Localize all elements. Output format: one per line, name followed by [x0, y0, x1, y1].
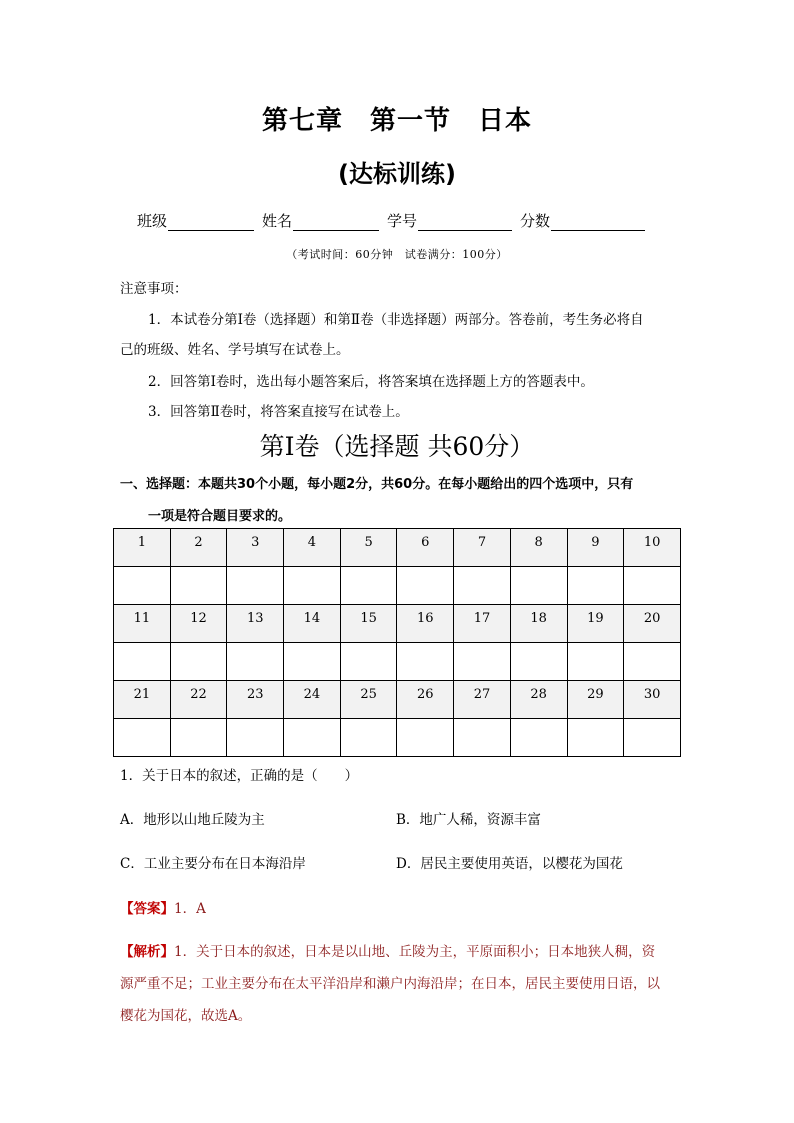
question-number-cell: 5 [340, 529, 397, 567]
question-number-cell: 21 [114, 681, 171, 719]
answer-cell[interactable] [510, 567, 567, 605]
question-number-cell: 28 [510, 681, 567, 719]
question-number-cell: 10 [624, 529, 681, 567]
question-number-cell: 4 [284, 529, 341, 567]
answer-cell[interactable] [454, 643, 511, 681]
class-field [137, 210, 254, 231]
answer-table-number-row [114, 529, 681, 567]
part-1-title: 第Ⅰ卷（选择题 共60分） [259, 432, 535, 461]
question-number-cell: 16 [397, 605, 454, 643]
note-item-3: 3．回答第Ⅱ卷时，将答案直接写在试卷上。 [148, 404, 409, 420]
answer-cell[interactable] [340, 719, 397, 757]
question-number-cell: 1 [114, 529, 171, 567]
answer-cell[interactable] [170, 567, 227, 605]
answer-text: 1．A [174, 901, 206, 917]
page-subtitle: (达标训练) [338, 160, 456, 188]
answer-table-number-row [114, 605, 681, 643]
section-intro-line-1: 一、选择题：本题共30个小题，每小题2分，共60分。在每小题给出的四个选项中，只有 [120, 477, 634, 492]
answer-table [113, 528, 681, 757]
section-intro-line-2: 一项是符合题目要求的。 [148, 509, 292, 524]
answer-cell[interactable] [227, 567, 284, 605]
answer-cell[interactable] [114, 643, 171, 681]
answer-table-answer-row [114, 719, 681, 757]
answer-cell[interactable] [397, 719, 454, 757]
name-label: 姓名 [262, 212, 293, 230]
question-number-cell: 11 [114, 605, 171, 643]
note-item-1-line-2: 己的班级、姓名、学号填写在试卷上。 [120, 342, 350, 358]
answer-cell[interactable] [340, 567, 397, 605]
name-blank[interactable] [293, 214, 379, 231]
question-number-cell: 8 [510, 529, 567, 567]
answer-cell[interactable] [284, 719, 341, 757]
answer-cell[interactable] [114, 719, 171, 757]
answer-cell[interactable] [397, 567, 454, 605]
answer-cell[interactable] [567, 719, 624, 757]
question-number-cell: 3 [227, 529, 284, 567]
answer-label: 【答案】 [120, 901, 174, 917]
exam-time-note: （考试时间：60分钟 试卷满分：100分） [286, 248, 508, 261]
answer-table-answer-row [114, 643, 681, 681]
answer-cell[interactable] [397, 643, 454, 681]
answer-cell[interactable] [624, 719, 681, 757]
answer-cell[interactable] [624, 643, 681, 681]
note-item-1-line-1: 1．本试卷分第Ⅰ卷（选择题）和第Ⅱ卷（非选择题）两部分。答卷前，考生务必将自 [148, 312, 644, 328]
question-number-cell: 25 [340, 681, 397, 719]
question-number-cell: 17 [454, 605, 511, 643]
page-title: 第七章 第一节 日本 [261, 106, 532, 136]
answer-cell[interactable] [114, 567, 171, 605]
answer-cell[interactable] [340, 643, 397, 681]
notes-heading: 注意事项： [120, 281, 188, 297]
question-number-cell: 27 [454, 681, 511, 719]
score-field [520, 210, 645, 231]
question-number-cell: 18 [510, 605, 567, 643]
question-1-option-b[interactable]: B．地广人稀，资源丰富 [396, 812, 541, 828]
answer-table-number-row [114, 681, 681, 719]
question-1-analysis-line-3: 樱花为国花，故选A。 [120, 1008, 252, 1024]
question-number-cell: 22 [170, 681, 227, 719]
answer-cell[interactable] [454, 567, 511, 605]
answer-cell[interactable] [284, 643, 341, 681]
answer-cell[interactable] [624, 567, 681, 605]
question-1-analysis-line-2: 源严重不足；工业主要分布在太平洋沿岸和濑户内海沿岸；在日本，居民主要使用日语，以 [120, 976, 660, 992]
answer-cell[interactable] [510, 643, 567, 681]
answer-cell[interactable] [510, 719, 567, 757]
question-number-cell: 19 [567, 605, 624, 643]
answer-cell[interactable] [227, 719, 284, 757]
note-item-2: 2．回答第Ⅰ卷时，选出每小题答案后，将答案填在选择题上方的答题表中。 [148, 374, 594, 390]
answer-cell[interactable] [454, 719, 511, 757]
class-blank[interactable] [168, 214, 254, 231]
answer-cell[interactable] [284, 567, 341, 605]
question-number-cell: 12 [170, 605, 227, 643]
question-1-stem: 1．关于日本的叙述，正确的是（ ） [120, 768, 359, 784]
answer-cell[interactable] [567, 643, 624, 681]
answer-cell[interactable] [170, 643, 227, 681]
class-label: 班级 [137, 212, 168, 230]
question-1-option-c[interactable]: C．工业主要分布在日本海沿岸 [120, 856, 306, 872]
question-number-cell: 9 [567, 529, 624, 567]
answer-table-answer-row [114, 567, 681, 605]
question-number-cell: 14 [284, 605, 341, 643]
student-id-label: 学号 [387, 212, 418, 230]
score-label: 分数 [520, 212, 551, 230]
question-number-cell: 6 [397, 529, 454, 567]
answer-cell[interactable] [567, 567, 624, 605]
question-number-cell: 13 [227, 605, 284, 643]
student-id-blank[interactable] [418, 214, 512, 231]
question-number-cell: 26 [397, 681, 454, 719]
student-info-row [137, 210, 645, 231]
answer-cell[interactable] [227, 643, 284, 681]
question-number-cell: 7 [454, 529, 511, 567]
name-field [262, 210, 379, 231]
answer-cell[interactable] [170, 719, 227, 757]
question-number-cell: 15 [340, 605, 397, 643]
analysis-text-1: 1．关于日本的叙述，日本是以山地、丘陵为主，平原面积小；日本地狭人稠，资 [174, 944, 656, 960]
question-number-cell: 2 [170, 529, 227, 567]
student-id-field [387, 210, 512, 231]
question-number-cell: 20 [624, 605, 681, 643]
question-1-option-a[interactable]: A．地形以山地丘陵为主 [120, 812, 265, 828]
question-1-analysis-line-1 [120, 940, 655, 960]
score-blank[interactable] [551, 214, 645, 231]
analysis-label: 【解析】 [120, 944, 174, 960]
question-number-cell: 24 [284, 681, 341, 719]
question-1-answer [120, 897, 206, 917]
question-1-option-d[interactable]: D．居民主要使用英语，以樱花为国花 [396, 856, 623, 872]
question-number-cell: 29 [567, 681, 624, 719]
question-number-cell: 23 [227, 681, 284, 719]
question-number-cell: 30 [624, 681, 681, 719]
